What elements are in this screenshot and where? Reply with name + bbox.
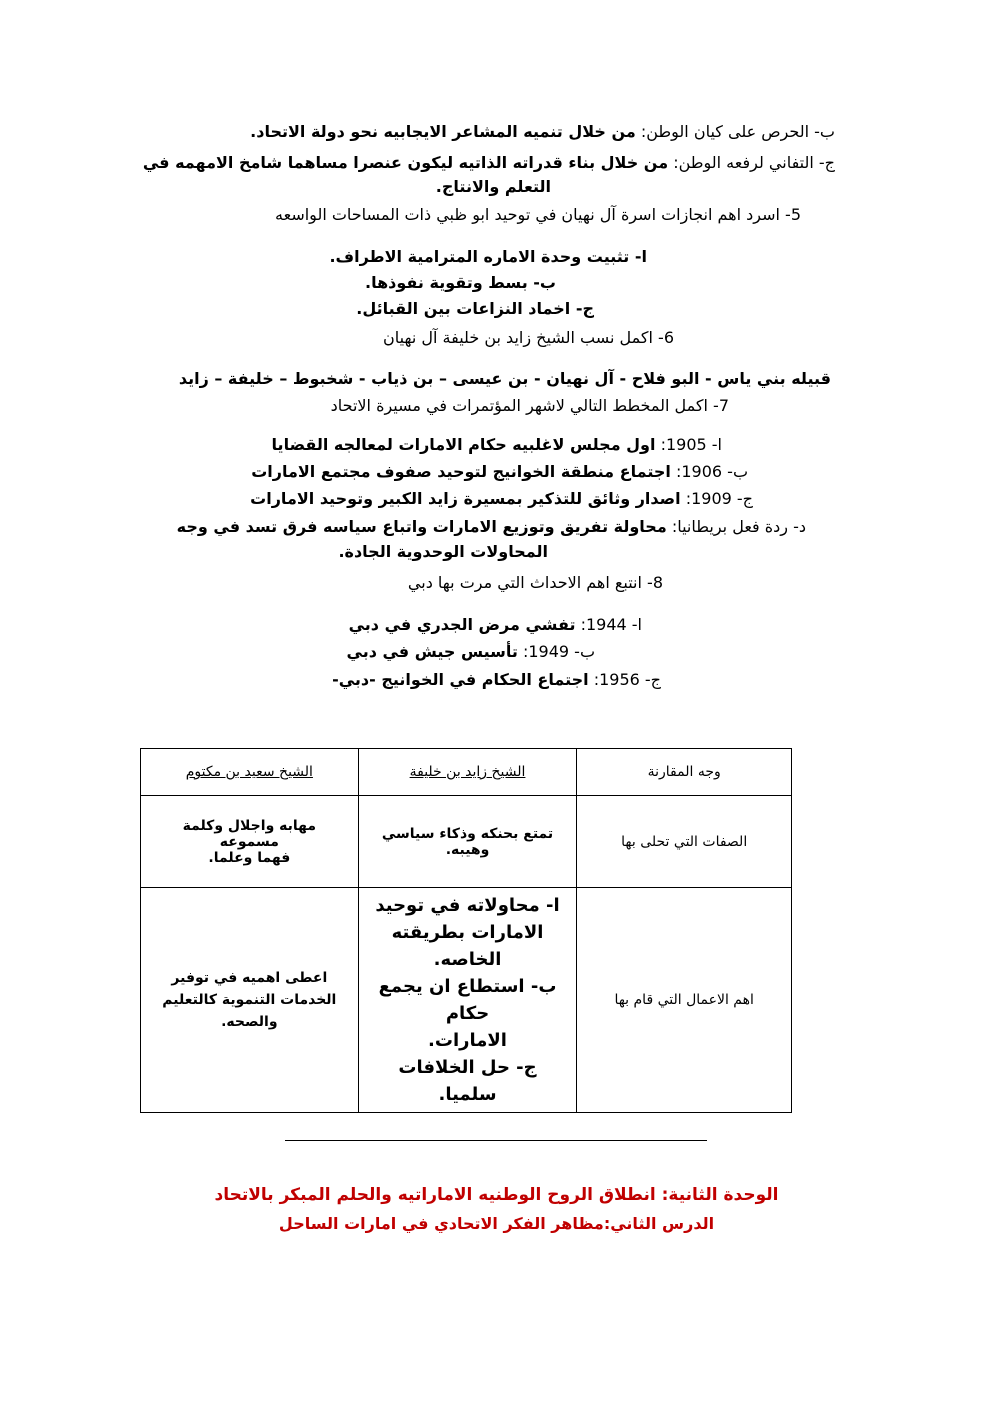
answer-b-text: من خلال تنميه المشاعر الايجابيه نحو دولة الاتحاد. <box>250 122 636 141</box>
row1-saeed <box>141 796 359 888</box>
row2-zayed <box>358 888 577 1113</box>
answer-7-a <box>272 434 722 456</box>
answer-c-text-1: من خلال بناء قدراته الذاتيه ليكون عنصرا مساهما شامخ الامهمه في <box>142 153 669 172</box>
answer-7-a-text: اول مجلس لاغلبيه حكام الامارات لمعالجه القضايا <box>271 435 656 454</box>
answer-7-b-year: ب- 1906: <box>670 462 748 481</box>
question-8: 8- انتبع اهم الاحداث التي مرت بها دبي <box>407 573 663 592</box>
row2-zayed-line: ب- استطاع ان يجمع حكام <box>378 976 557 1024</box>
table-row <box>141 888 792 1113</box>
answer-8-c-text: اجتماع الحكام في الخوانيج -دبي- <box>332 670 589 689</box>
table-row <box>141 796 792 888</box>
answer-8-b <box>347 641 595 663</box>
row2-zayed-line: ج- حل الخلافات سلميا. <box>398 1057 537 1105</box>
answer-7-c-text: اصدار وثائق للتذكير بمسيرة زايد الكبير وتوحيد الامارات <box>250 489 681 508</box>
section-divider <box>285 1140 707 1141</box>
row1-saeed-line: مهابه واجلال وكلمة مسموعه <box>182 817 317 850</box>
answer-6-lineage: قبيله بني ياس - البو فلاح - آل نهيان - بن عيسى – بن ذياب - شخبوط – خليفة – زايد <box>178 369 831 388</box>
row2-saeed <box>141 888 359 1113</box>
answer-5-a: ا- تثبيت وحدة الاماره المترامية الاطراف. <box>329 247 647 266</box>
lesson-title: الدرس الثاني:مظاهر الفكر الاتحادي في امارات الساحل <box>278 1214 715 1233</box>
header-zayed: الشيخ زايد بن خليفة <box>358 749 577 796</box>
answer-7-b-text: اجتماع منطقة الخوانيج لتوحيد صفوف مجتمع الامارات <box>251 462 671 481</box>
unit-title: الوحدة الثانية: انطلاق الروح الوطنيه الاماراتيه والحلم المبكر بالاتحاد <box>214 1185 779 1205</box>
row1-zayed-line: تمتع بحنكه وذكاء سياسي <box>381 825 554 842</box>
table-header-row <box>141 749 792 796</box>
answer-7-d-text-1: محاولة تفريق وتوزيع الامارات واتباع سياسه فرق تسد في وجه <box>176 517 667 536</box>
answer-8-a <box>349 614 642 636</box>
answer-8-c-year: ج- 1956: <box>588 670 661 689</box>
row1-zayed <box>358 796 577 888</box>
row1-saeed-line: فهما وعلما. <box>208 849 291 866</box>
row2-label: اهم الاعمال التي قام بها <box>577 888 792 1113</box>
row1-label: الصفات التي تحلى بها <box>577 796 792 888</box>
answer-7-b <box>251 461 748 483</box>
answer-7-d-text-2: المحاولات الوحدوية الجادة. <box>338 542 548 561</box>
row1-zayed-line: وهيبه. <box>445 841 490 858</box>
answer-8-a-text: تفشي مرض الجدري في دبي <box>348 615 576 634</box>
row2-zayed-line: الامارات بطريقته الخاصه. <box>391 922 544 970</box>
answer-7-c <box>250 488 753 510</box>
answer-7-d <box>177 516 806 538</box>
answer-c-line <box>143 152 835 174</box>
row2-saeed-line: الخدمات التنموية كالتعليم <box>162 992 337 1008</box>
answer-8-c <box>332 669 661 691</box>
question-7: 7- اكمل المخطط التالي لاشهر المؤتمرات في مسيرة الاتحاد <box>330 396 729 415</box>
answer-c-text-2: التعلم والانتاج. <box>435 177 551 196</box>
answer-7-c-year: ج- 1909: <box>680 489 753 508</box>
row2-saeed-line: والصحه. <box>221 1014 278 1030</box>
row2-saeed-line: اعطى اهميه في توفير <box>171 970 328 986</box>
row2-zayed-line: الامارات. <box>428 1030 507 1051</box>
answer-8-b-year: ب- 1949: <box>517 642 595 661</box>
answer-b-line <box>250 121 835 143</box>
answer-5-b: ب- بسط وتقوية نفوذها. <box>364 273 556 292</box>
comparison-table <box>140 748 792 1113</box>
row2-zayed-line: ا- محاولاته في توحيد <box>375 895 560 916</box>
answer-7-a-year: ا- 1905: <box>655 435 722 454</box>
answer-b-prefix: ب- الحرص على كيان الوطن: <box>635 122 835 141</box>
header-aspect: وجه المقارنة <box>577 749 792 796</box>
question-5: 5- اسرد اهم انجازات اسرة آل نهيان في توحيد ابو ظبي ذات المساحات الواسعه <box>275 205 801 224</box>
answer-5-c: ج- اخماد النزاعات بين القبائل. <box>356 299 594 318</box>
answer-8-a-year: ا- 1944: <box>575 615 642 634</box>
answer-c-prefix: ج- التفاني لرفعه الوطن: <box>668 153 835 172</box>
answer-7-d-prefix: د- ردة فعل بريطانيا: <box>666 517 806 536</box>
header-saeed: الشيخ سعيد بن مكتوم <box>141 749 359 796</box>
question-6: 6- اكمل نسب الشيخ زايد بن خليفة آل نهيان <box>383 328 674 347</box>
answer-8-b-text: تأسيس جيش في دبي <box>346 642 518 661</box>
